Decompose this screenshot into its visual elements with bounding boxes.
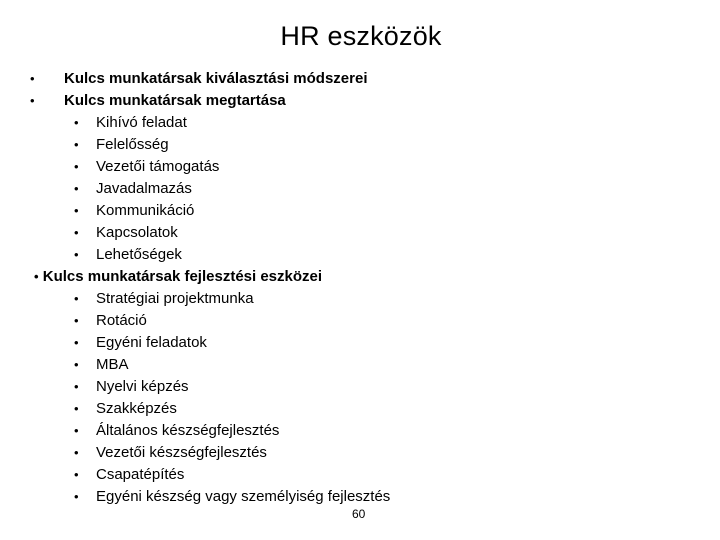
sub-list-item-text: Általános készségfejlesztés [96, 422, 280, 439]
bullet-glyph: • [74, 225, 79, 240]
sub-list-item-text: Kihívó feladat [96, 114, 187, 131]
sub-list-item-text: Felelősség [96, 136, 169, 153]
bullet-glyph: • [74, 489, 79, 504]
bullet-glyph: • [74, 247, 79, 262]
bullet-glyph: • [74, 137, 79, 152]
sub-list-item-text: Rotáció [96, 312, 147, 329]
bullet-glyph: • [74, 445, 79, 460]
bullet-glyph: • [74, 423, 79, 438]
sub-list-item-text: Egyéni készség vagy személyiség fejlesztés [96, 488, 391, 505]
sub-list-item-text: Kommunikáció [96, 202, 195, 219]
bullet-glyph: • [74, 467, 79, 482]
bullet-glyph: • [34, 269, 39, 284]
bullet-glyph: • [30, 71, 35, 86]
sub-list-item-text: Javadalmazás [96, 180, 192, 197]
sub-list-item-text: MBA [96, 356, 129, 373]
sub-list-item-text: Szakképzés [96, 400, 177, 417]
sub-list-item-text: Vezetői támogatás [96, 158, 220, 175]
page-number: 60 [352, 507, 366, 521]
list-item-text: Kulcs munkatársak fejlesztési eszközei [42, 268, 323, 285]
list-item [34, 266, 322, 287]
bullet-glyph: • [74, 357, 79, 372]
bullet-glyph: • [74, 291, 79, 306]
sub-list-item-text: Lehetőségek [96, 246, 182, 263]
bullet-glyph: • [74, 313, 79, 328]
bullet-glyph: • [74, 379, 79, 394]
bullet-glyph: • [74, 203, 79, 218]
bullet-glyph: • [74, 115, 79, 130]
list-item-text: Kulcs munkatársak kiválasztási módszerei [64, 70, 368, 87]
sub-list-item-text: Stratégiai projektmunka [96, 290, 254, 307]
list-item-text: Kulcs munkatársak megtartása [64, 92, 286, 109]
bullet-glyph: • [74, 181, 79, 196]
sub-list-item-text: Kapcsolatok [96, 224, 178, 241]
slide-title: HR eszközök [280, 21, 442, 51]
bullet-glyph: • [30, 93, 35, 108]
bullet-glyph: • [74, 159, 79, 174]
bullet-glyph: • [74, 401, 79, 416]
sub-list-item-text: Csapatépítés [96, 466, 185, 483]
bullet-glyph: • [74, 335, 79, 350]
sub-list-item-text: Nyelvi képzés [96, 378, 189, 395]
sub-list-item-text: Vezetői készségfejlesztés [96, 444, 267, 461]
sub-list-item-text: Egyéni feladatok [96, 334, 207, 351]
